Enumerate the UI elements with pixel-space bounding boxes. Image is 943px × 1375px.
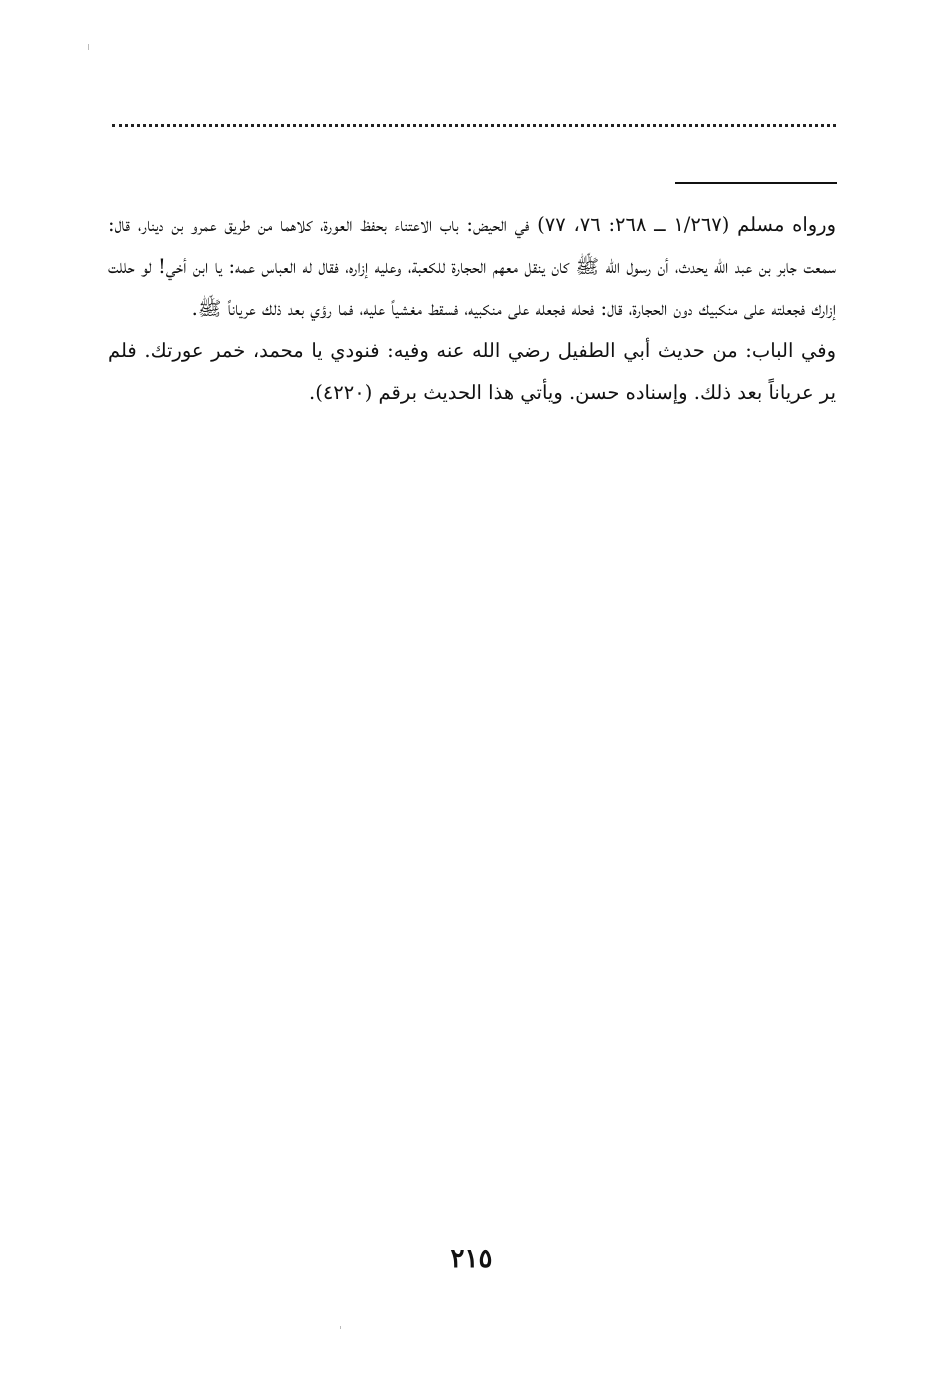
dotted-separator bbox=[112, 124, 836, 127]
scan-speck bbox=[88, 44, 89, 50]
footnote-paragraph: وفي الباب: من حديث أبي الطفيل رضي الله عنه وفيه: فنودي يا محمد، خمر عورتك. فلم ير عرياناً بعد ذلك. وإسناده حسن. ويأتي هذا الحديث برقم (٤٢٢٠). bbox=[108, 339, 836, 404]
scan-speck bbox=[340, 1326, 341, 1329]
footnote-paragraph: ورواه مسلم (١/٢٦٧ ــ ٢٦٨: ٧٦، ٧٧) في الحيض: باب الاعتناء بحفظ العورة، كلاهما من طريق عمرو بن دينار، قال: سمعت جابر بن عبد الله يحدث، أن رسول الله ﷺ كان ينقل معهم الحجارة للكعبة، وعليه إزاره، فقال له العباس عمه: يا ابن أخي! لو حللت إزارك فجعلته على منكبيك دون الحجارة، قال: فحله فجعله على منكبيه، فسقط مغشياً عليه، فما رؤي بعد ذلك عرياناً ﷺ. bbox=[108, 213, 836, 320]
footnote-separator-line bbox=[675, 182, 837, 184]
page-number: ٢١٥ bbox=[450, 1244, 493, 1274]
footnote-text bbox=[108, 204, 836, 414]
